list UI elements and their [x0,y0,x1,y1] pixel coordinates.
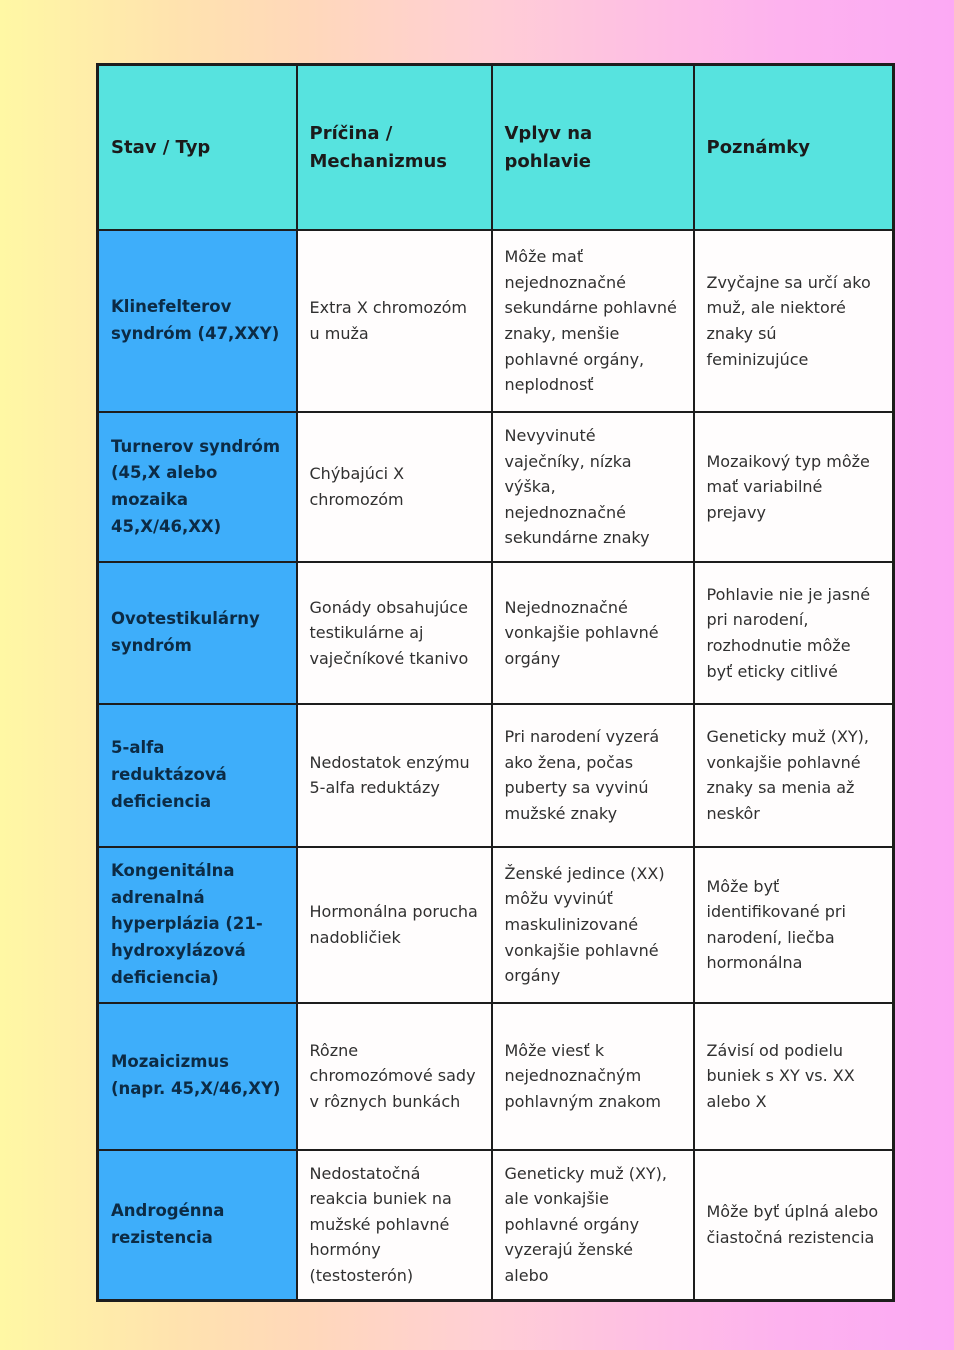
table-row-ovotestikularny [98,562,894,704]
notes-cell: Môže byť identifikované pri narodení, liečba hormonálna [694,847,894,1003]
table-row-turner [98,412,894,562]
condition-cell: Androgénna rezistencia [98,1150,297,1300]
notes-cell: Mozaikový typ môže mať variabilné prejavy [694,412,894,562]
table-header-row [98,65,894,231]
condition-cell: Klinefelterov syndróm (47,XXY) [98,230,297,412]
column-header-poznamky: Poznámky [694,65,894,231]
column-header-pricina-mechanizmus: Príčina / Mechanizmus [297,65,492,231]
effect-cell: Nevyvinuté vaječníky, nízka výška, nejednoznačné sekundárne znaky [492,412,694,562]
cause-cell: Gonády obsahujúce testikulárne aj vaječníkové tkanivo [297,562,492,704]
notes-cell: Geneticky muž (XY), vonkajšie pohlavné znaky sa menia až neskôr [694,704,894,847]
conditions-table-container [96,63,892,1302]
notes-cell: Zvyčajne sa určí ako muž, ale niektoré znaky sú feminizujúce [694,230,894,412]
intersex-conditions-table [96,63,895,1302]
notes-cell: Závisí od podielu buniek s XY vs. XX alebo X [694,1003,894,1150]
effect-cell: Ženské jedince (XX) môžu vyvinúť maskulinizované vonkajšie pohlavné orgány [492,847,694,1003]
cause-cell: Extra X chromozóm u muža [297,230,492,412]
cause-cell: Hormonálna porucha nadobličiek [297,847,492,1003]
table-row-mozaicizmus [98,1003,894,1150]
notes-cell: Môže byť úplná alebo čiastočná rezistencia [694,1150,894,1300]
cause-cell: Nedostatok enzýmu 5-alfa reduktázy [297,704,492,847]
condition-cell: Mozaicizmus (napr. 45,X/46,XY) [98,1003,297,1150]
table-row-kongenitalna-hyperplazia [98,847,894,1003]
table-row-5-alfa-reduktaza [98,704,894,847]
column-header-stav-typ: Stav / Typ [98,65,297,231]
notes-cell: Pohlavie nie je jasné pri narodení, rozhodnutie môže byť eticky citlivé [694,562,894,704]
cause-cell: Chýbajúci X chromozóm [297,412,492,562]
cause-cell: Rôzne chromozómové sady v rôznych bunkách [297,1003,492,1150]
effect-cell: Geneticky muž (XY), ale vonkajšie pohlavné orgány vyzerajú ženské alebo [492,1150,694,1300]
condition-cell: Ovotestikulárny syndróm [98,562,297,704]
effect-cell: Nejednoznačné vonkajšie pohlavné orgány [492,562,694,704]
effect-cell: Môže mať nejednoznačné sekundárne pohlavné znaky, menšie pohlavné orgány, neplodnosť [492,230,694,412]
cause-cell: Nedostatočná reakcia buniek na mužské pohlavné hormóny (testosterón) [297,1150,492,1300]
column-header-vplyv-na-pohlavie: Vplyv na pohlavie [492,65,694,231]
condition-cell: 5-alfa reduktázová deficiencia [98,704,297,847]
table-row-klinefelter [98,230,894,412]
condition-cell: Kongenitálna adrenalná hyperplázia (21-hydroxylázová deficiencia) [98,847,297,1003]
effect-cell: Môže viesť k nejednoznačným pohlavným znakom [492,1003,694,1150]
table-row-androgenna-rezistencia [98,1150,894,1300]
effect-cell: Pri narodení vyzerá ako žena, počas puberty sa vyvinú mužské znaky [492,704,694,847]
condition-cell: Turnerov syndróm (45,X alebo mozaika 45,X/46,XX) [98,412,297,562]
